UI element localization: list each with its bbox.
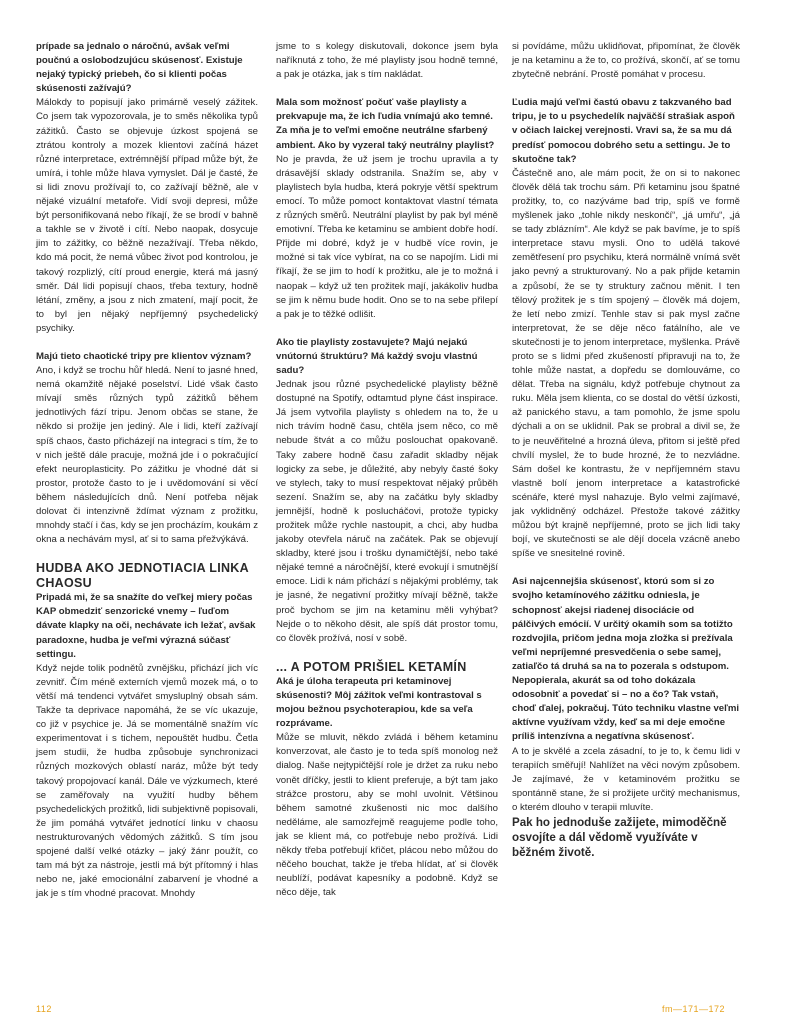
interview-question: Ľudia majú veľmi častú obavu z takzvaného bad tripu, je to u psychedelík najväčší strašiak aspoň v očiach laickej verejnosti. Vravi sa, že sa mu dá predísť pomocou dobrého setu a settingu. Je to skutočne tak? [512,97,735,165]
answer-paragraph: Může se mluvit, někdo zvládá i během ketaminu konverzovat, ale často je to teda spíš monolog než dialog. Naše nejtypičtější role je držet za ruku nebo vonět dříčky, jestli to klient preferuje, a být tam jako strážce prostoru, aby se mohl uvolnit. Většinou během samotné zkušenosti nic moc dalšího neděláme, ale samozřejmě reagujeme podle toho, jak se klient má, co potřebuje nebo prožívá. Lidi někdy třeba potřebují křičet, plácou nebo můžou do něčeho bouchat, takže je třeba hlídat, ať si člověk neublíží, podávat kapesníky a podobně. Když se něco děje, tak [276,732,498,899]
section-heading: ... A POTOM PRIŠIEL KETAMÍN [276,659,467,674]
answer-paragraph: Když nejde tolik podnětů zvnějšku, přichází jich víc zevnitř. Čím méně externích vjemů mozek má, o to větší má tendenci vytvářet smysluplný obsah sám. Takže ta deprivace napomáhá, že se víc ukazuje, co již v psychice je. Já se momentálně snažím víc experimentovat i s tichem, nepouštět hudbu. Četla jsem studii, že hudba způsobuje synchronizaci různých mozkových oblastí naráz, může být tedy takový propojovací kanál. Dále ve výzkumech, které se zaměřovaly na využití hudby během psychedelických prožitků, lidi subjektivně popisovali, že jim pomáhá vytvářet jednotící linku v chaosu nestrukturovaných vědomých zážitků. S tím jsou spojené další velké otázky – jaký žánr použít, co tam má být za nástroje, jestli má být přítomný i hlas nebo ne, jaké emocionální zabarvení je vhodné a jak je s tím vhodné pracovat. Mnohdy [36,662,258,900]
article-column-1 [36,40,258,901]
article-column-2 [276,40,498,900]
answer-paragraph: No je pravda, že už jsem je trochu upravila a ty drásavější sklady odstranila. Snažím se, aby v playlistech byla hudba, která pokryje větší spektrum emocí. To může pomoct kontaktovat vlastní témata z různých směrů. Neutrální playlist by pak byl méně emotivní. Třeba ke ketaminu se ambient dobře hodí. Přijde mi dobré, když je v hudbě více rovin, je možné si tak více vybírat, na co se napojím. Lidi mi říkají, že se jim to hodí k prožitku, ale je to možná i naopak – když už ten prožitek mají, jakákoliv hudba se jim k němu bude hodit. Ono se to na sebe přilepí a pak je to těžké odlišit. [276,153,498,320]
interview-question: Mala som možnosť počuť vaše playlisty a prekvapuje ma, že ich ľudia vnímajú ako temné. Za mňa je to veľmi emočne neutrálne sfarbený ambient. Ako by vyzeral taký neutrálny playlist? [276,97,495,151]
answer-paragraph: Částečně ano, ale mám pocit, že on si to nakonec člověk dělá tak trochu sám. Při ketaminu jsou špatné prožitky, to, co nazýváme bad trip, spíš ve formě myšlenek jako „tohle nikdy neskončí“, „já umřu“, „já se tady zblázním“. Ale když se pak bavíme, je to spíš interpretace stavu mysli. Ono to udělá takové zemětřesení pro psychiku, která normálně vnímá svět jako pevný a strukturovaný. No a pak přijde ketamin a způsobí, že se ty struktury začnou měnit. I ten tělový prožitek je s tím spojený – člověk má dojem, že letí nebo zmizí. Tenhle stav si pak mysl začne interpretovat, že se děje něco fatálního, ale ve skutečnosti je to jenom interpretace, myšlenka. Právě proto se s lidmi před zkušeností připravuji na to, že tohle může nastat, a dopředu se domlouváme, co dělat. Třeba na signálu, když potřebuje chytnout za ruku. Měla jsem klienta, co se dostal do větší úzkosti, až panického stavu, a tam pomohlo, že jsme spolu dýchali a on se uklidnil. Pak se probral a divil se, že to je neuvěřitelné a hrozná úleva, přitom si ještě před chvílí myslel, že to bude hrozné, že to nezvládne. Sám došel ke kontrastu, že v nepříjemném stavu vlastně bolí jenom interpretace a katastrofické scénáře, které mysl nahazuje. Bylo velmi zajímavé, jak vyklidněný odcházel. Přestože takové zážitky můžou být krajně nepříjemné, proto se jich lidi taky bojí, ve skutečnosti se ale dějí docela vzácně anebo spíše ve snesitelné rovině. [512,167,740,560]
interview-question: prípade sa jednalo o náročnú, avšak veľmi poučnú a oslobodzujúcu skúsenosť. Existuje nejaký typický priebeh, čo si klienti počas skúsenosti zažívajú? [36,41,243,95]
paragraph-spacer [276,82,498,96]
issue-number: fm—171—172 [662,1004,726,1014]
interview-question: Pripadá mi, že sa snažíte do veľkej miery počas KAP obmedziť senzorické vnemy – ľuďom dávate klapky na oči, nechávate ich ležať, avšak paradoxne, hudba je veľmi výrazná súčasť settingu. [36,592,256,660]
interview-question: Majú tieto chaotické tripy pre klientov význam? [36,350,252,362]
paragraph-spacer [276,646,498,660]
answer-paragraph: Ano, i když se trochu hůř hledá. Není to jasné hned, nemá okamžitě nějaké poselství. Lidé však často mívají směs různých typů zážitků během jednotlivých fází tripu. Jenom občas se stane, že někdo si prožije jen jediný. Ale i lidi, kteří zažívají spíš chaos, často přicházejí na integraci s tím, že to v nich ještě dále pracuje, možná jde i o pokračující efekt neuroplasticity. Po zážitku je vhodné dát si prostor, protože často to je i uvědomování si věcí během následujících dnů. Není potřeba nějak dolovat či intenzivně ždímat význam z prožitku, mnohdy stačí i čas, kdy se jen procházím, koukám z okna a nechávám mysl, ať si to sama přežvýkává. [36,365,258,546]
section-heading: HUDBA AKO JEDNOTIACIA LINKA CHAOSU [36,561,249,591]
answer-paragraph: Jednak jsou různé psychedelické playlisty běžně dostupné na Spotify, odtamtud plyne část inspirace. Já jsem vytvořila playlisty s ohledem na to, že u nich trávím hodně času, chtěla jsem něco, co mě nebude štvát a co můžu poslouchat opakovaně. Taky zabere hodně času zařadit skladby nějak logicky za sebe, je důležité, aby nebyly časté šoky ve stylech, taky to musí respektovat nějaký průběh sezení. Snažím se, aby na začátku byly skladby jemnější, hodně k poslucháčovi, protože typicky prožitek může rychle nastoupit, a chci, aby hudba jakoby otevřela náruč na začátek. Pak se objevují skladby, které jsou i trošku dynamičtější, nebo také nějaké temné a náročnější, které evokují i smutnější emoce. Lidi k nám přichází s nějakými problémy, tak je jasné, že negativní prožitky mívají běžně, takže proč bychom se jim na ketaminu měli vyhýbat? Nejde o to někoho děsit, ale spíš dát prostor tomu, co člověk prožívá, nosí v sobě. [276,379,498,644]
interview-question: Aká je úloha terapeuta pri ketaminovej skúsenosti? Môj zážitok veľmi kontrastoval s mojou bežnou psychoterapiou, kde sa veľa rozprávame. [276,675,482,730]
article-column-3 [512,40,740,860]
answer-paragraph: A to je skvělé a zcela zásadní, to je to, k čemu lidi v terapiích směřují! Nahlížet na věci novým způsobem. Je zajímavé, že v ketaminovém prožitku se spontánně stane, že si prožijete určitý mechanismus, o kterém dlouho v terapii mluvíte. [512,745,740,813]
interview-question: Ako tie playlisty zostavujete? Majú nejakú vnútornú štruktúru? Má každý svoju vlastnú sadu? [276,336,478,376]
page-number: 112 [36,1004,52,1014]
paragraph-spacer [512,561,740,575]
continued-paragraph: jsme to s kolegy diskutovali, dokonce jsem byla naříknutá z toho, že mé playlisty jsou hodně temné, a pak je otázka, jak s tím nakládat. [276,41,498,81]
paragraph-spacer [512,82,740,96]
closing-statement: Pak ho jednoduše zažijete, mimoděčně osvojíte a dál vědomě využíváte v běžném životě. [512,815,727,859]
answer-paragraph: Málokdy to popisují jako primárně veselý zážitek. Co jsem tak vypozorovala, je to směs několika typů zážitků. Často se objevuje úzkost spojená se ztrátou kontroly a mozek klientovi začíná házet různé interpretace, extrémnější případ může být, že umírá, i tohle může hlava vymyslet. Dál je časté, že si lidi znovu prožívají to, co zažívají běžně, ale v nějaké vizuální metafoře. Vidí svoji depresi, může být personifikovaná nebo říkají, že se brodí v bahně a takhle se v životě i cítí. Nebo naopak, dosycuje jim to zážitky, co běžně nezažívají. Třeba někdo, kdo má pocit, že nemá vůbec život pod kontrolou, je takový rozplizlý, cítí proud energie, která má jasný směr. Dál lidi popisují chaos, třeba textury, hodně létání, změny, a jsou z nich zmatení, mají pocit, že to byl jen nějaký nepříjemný psychedelický psychiky. [36,97,258,334]
paragraph-spacer [36,336,258,350]
paragraph-spacer [276,322,498,336]
interview-question: Asi najcennejšia skúsenosť, ktorú som si zo svojho ketamínového zážitku odniesla, je schopnosť akejsi riadenej disociácie od pálčivých emócií. V určitý okamih som sa totižto rozdvojila, pričom jedna moja zložka si prežívala veľmi nepríjemné presvedčenia o sebe samej, zatiaľčo tá druhá sa na to pozerala s odstupom. Nepopierala, akurát sa od toho dokázala odosobniť a povedať si – no a čo? Tak vstaň, choď ďalej, pokračuj. Túto techniku vlastne veľmi aktívne využívam vždy, keď sa mi deje emočne príliš intenzívna a negatívna skúsenosť. [512,576,740,743]
continued-paragraph: si povídáme, můžu uklidňovat, připomínat, že člověk je na ketaminu a že to, co prožívá, skončí, ať se tomu zbytečně nebrání. Prostě pomáhat v procesu. [512,41,740,81]
paragraph-spacer [36,547,258,561]
